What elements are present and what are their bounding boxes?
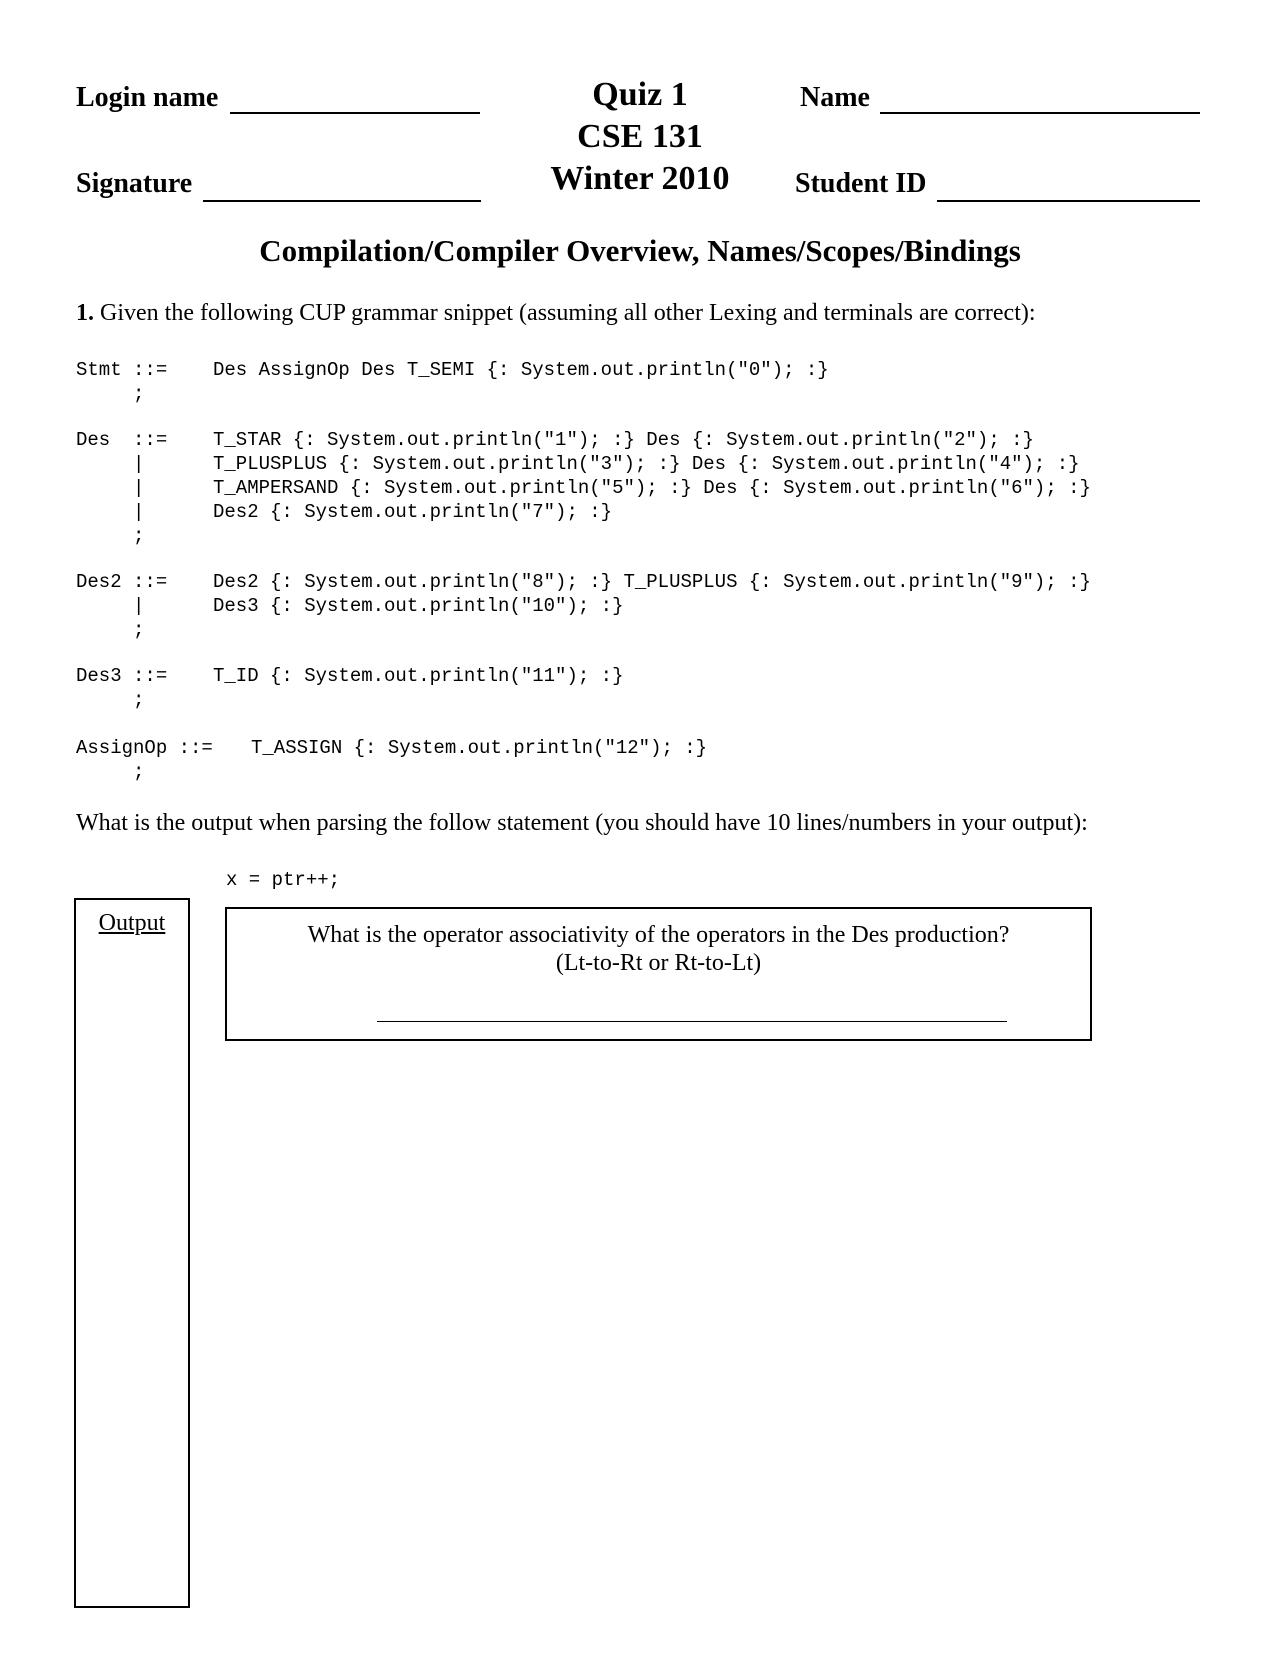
name-label: Name [800, 82, 870, 113]
grammar-terminator: ; [76, 761, 145, 783]
output-question: What is the output when parsing the follow statement (you should have 10 lines/numbers in your output): [76, 810, 1088, 836]
grammar-alt: | [76, 453, 145, 475]
associativity-question-line2: (Lt-to-Rt or Rt-to-Lt) [555, 950, 762, 976]
grammar-des2 [76, 570, 1091, 642]
grammar-terminator: ; [76, 619, 145, 641]
associativity-question-line1: What is the operator associativity of the operators in the Des production? [307, 922, 1010, 948]
section-title: Compilation/Compiler Overview, Names/Scopes/Bindings [259, 233, 1021, 268]
grammar-lhs: Des2 ::= [76, 571, 168, 593]
grammar-rhs: Des AssignOp Des T_SEMI {: System.out.println("0"); :} [213, 359, 829, 381]
signature-label: Signature [76, 168, 193, 199]
question-1-prompt [76, 300, 1036, 327]
grammar-des3 [76, 664, 623, 712]
course-title: CSE 131 [577, 118, 703, 155]
grammar-des [76, 428, 1091, 548]
grammar-rhs: T_AMPERSAND {: System.out.println("5"); :} Des {: System.out.println("6"); :} [213, 477, 1091, 499]
grammar-alt: | [76, 595, 145, 617]
associativity-answer-line[interactable] [377, 1021, 1007, 1022]
grammar-assignop [76, 736, 707, 784]
associativity-question [227, 921, 1090, 977]
name-field[interactable] [880, 82, 1200, 114]
grammar-rhs: T_ID {: System.out.println("11"); :} [213, 665, 624, 687]
grammar-terminator: ; [76, 689, 145, 711]
grammar-alt: | [76, 501, 145, 523]
grammar-lhs: AssignOp ::= [76, 737, 213, 759]
grammar-stmt [76, 358, 829, 406]
student-id-label: Student ID [795, 168, 927, 199]
grammar-rhs: Des2 {: System.out.println("8"); :} T_PLUSPLUS {: System.out.println("9"); :} [213, 571, 1091, 593]
statement-code: x = ptr++; [226, 869, 341, 891]
grammar-alt: | [76, 477, 145, 499]
grammar-terminator: ; [76, 525, 145, 547]
term-title: Winter 2010 [550, 160, 730, 197]
grammar-lhs: Des ::= [76, 429, 168, 451]
question-number: 1. [76, 300, 94, 326]
quiz-title: Quiz 1 [592, 76, 688, 113]
student-id-field[interactable] [937, 168, 1200, 202]
grammar-lhs: Stmt ::= [76, 359, 168, 381]
output-label: Output [98, 910, 166, 936]
grammar-terminator: ; [76, 383, 145, 405]
grammar-rhs: T_PLUSPLUS {: System.out.println("3"); :} Des {: System.out.println("4"); :} [213, 453, 1080, 475]
grammar-rhs: Des3 {: System.out.println("10"); :} [213, 595, 624, 617]
grammar-lhs: Des3 ::= [76, 665, 168, 687]
grammar-rhs: Des2 {: System.out.println("7"); :} [213, 501, 613, 523]
login-name-label: Login name [76, 82, 219, 113]
associativity-box[interactable] [225, 907, 1092, 1041]
grammar-rhs: T_STAR {: System.out.println("1"); :} Des {: System.out.println("2"); :} [213, 429, 1034, 451]
grammar-rhs: T_ASSIGN {: System.out.println("12"); :} [251, 737, 708, 759]
question-text: Given the following CUP grammar snippet (assuming all other Lexing and terminals are correct): [100, 300, 1036, 326]
output-box[interactable] [74, 898, 190, 1608]
